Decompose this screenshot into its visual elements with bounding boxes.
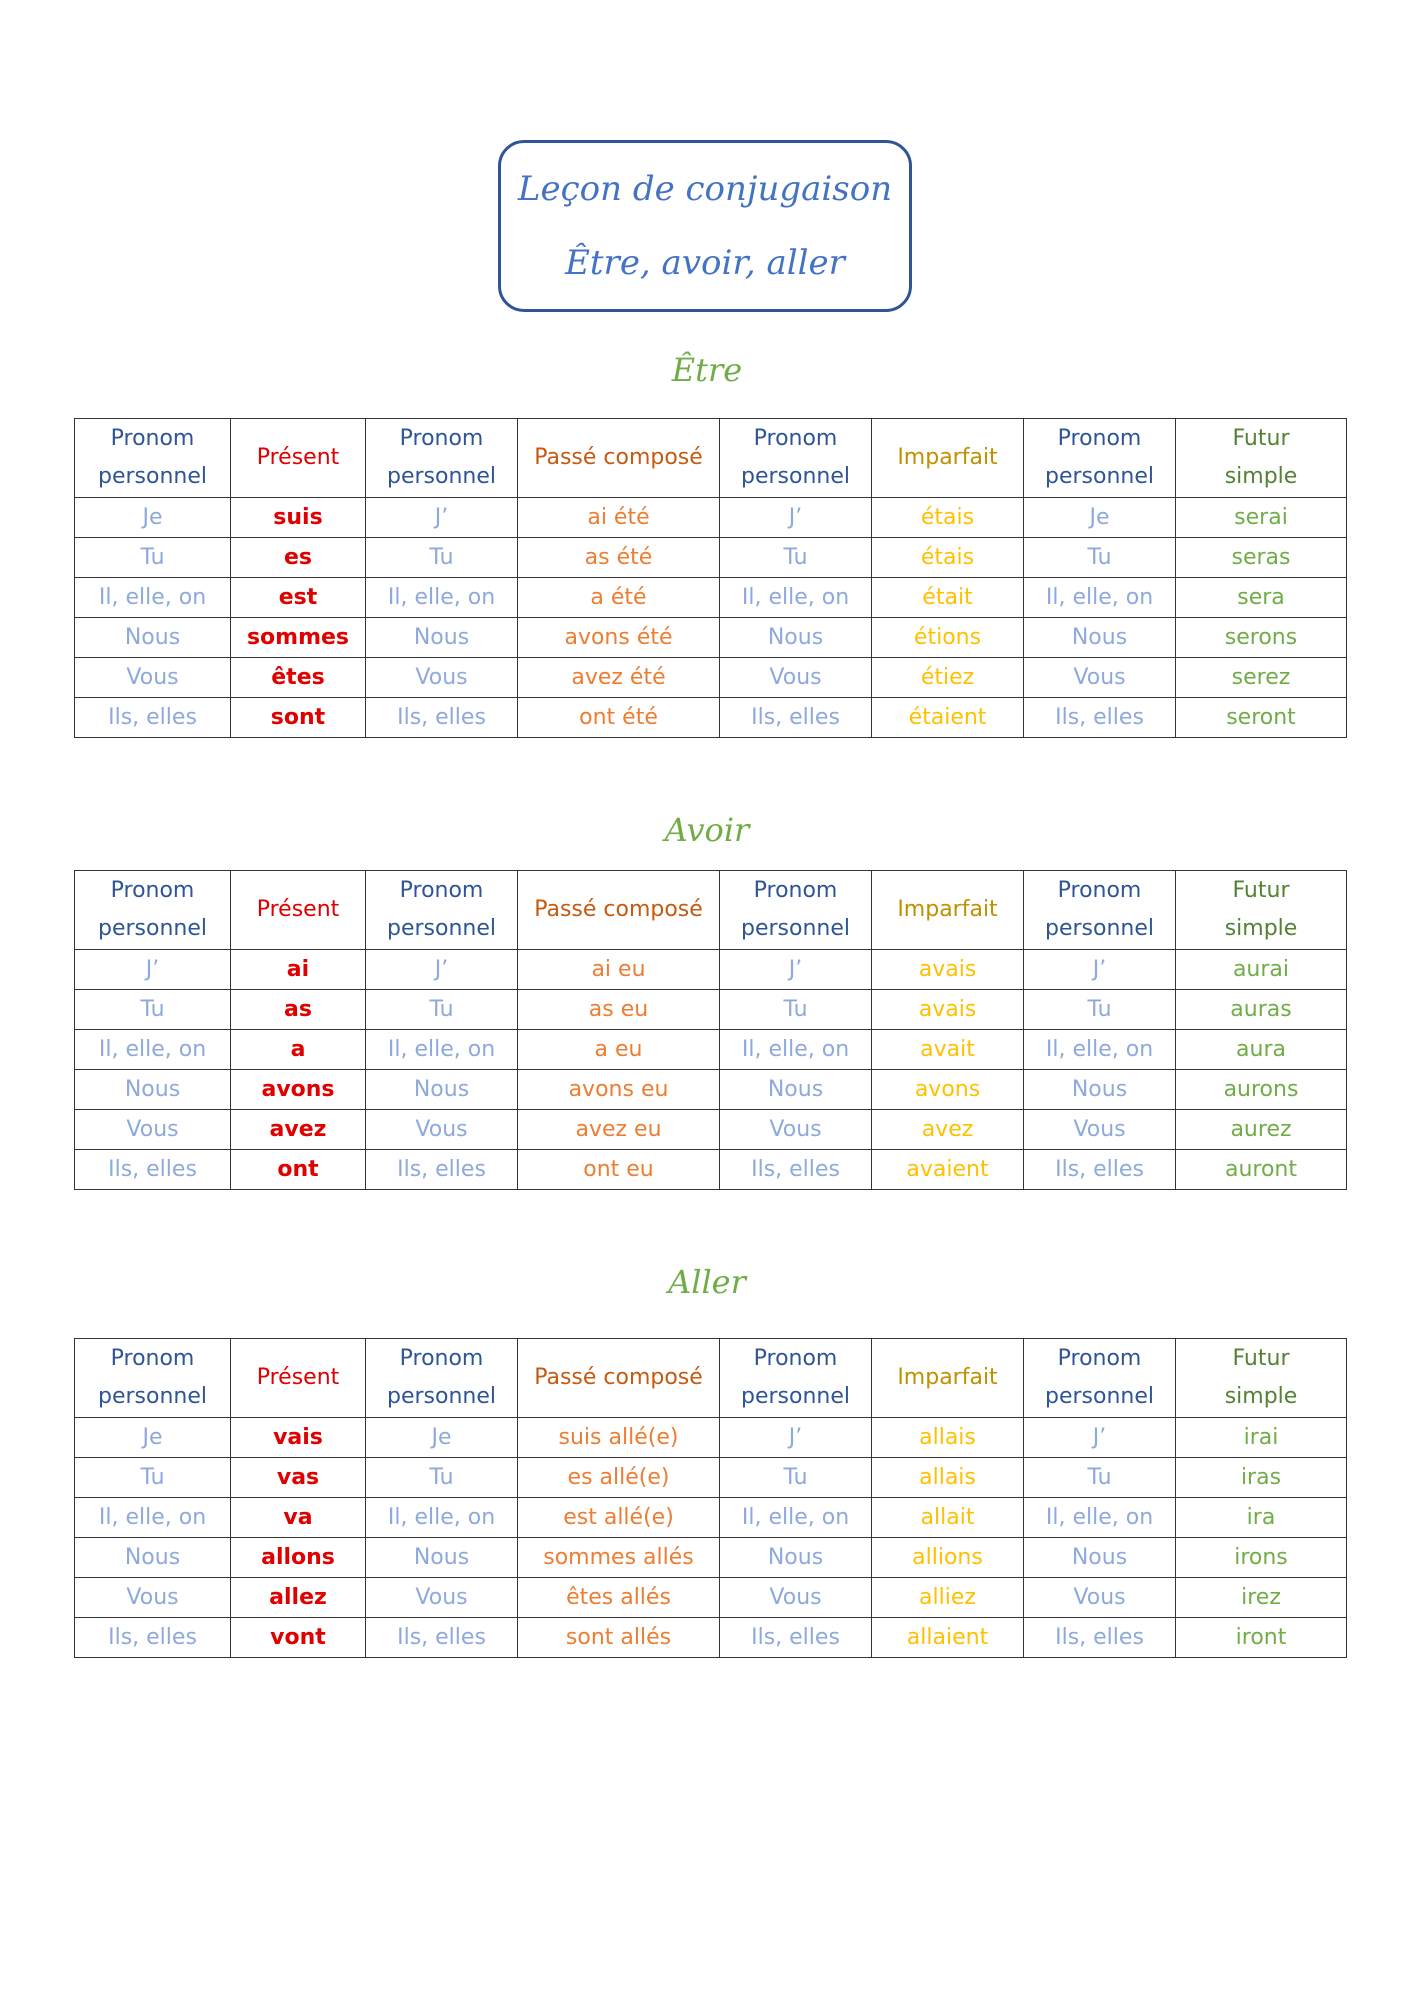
verb-heading-avoir: Avoir xyxy=(664,811,750,849)
cell-pronoun: Nous xyxy=(75,1070,231,1110)
cell-pronoun: Vous xyxy=(1024,1110,1176,1150)
cell-present: ont xyxy=(231,1150,366,1190)
header-pronoun xyxy=(1024,871,1176,950)
header-pronoun xyxy=(1024,419,1176,498)
header-pronoun xyxy=(720,871,872,950)
cell-passe-compose: ont été xyxy=(518,698,720,738)
header-line: Pronom xyxy=(753,1346,838,1371)
cell-pronoun: Nous xyxy=(366,1538,518,1578)
cell-futur-simple: aurai xyxy=(1176,950,1347,990)
cell-passe-compose: avons eu xyxy=(518,1070,720,1110)
header-line: personnel xyxy=(97,1384,207,1409)
cell-pronoun: Ils, elles xyxy=(1024,698,1176,738)
cell-pronoun: Il, elle, on xyxy=(366,578,518,618)
header-line: personnel xyxy=(740,464,850,489)
cell-pronoun: Tu xyxy=(720,538,872,578)
cell-futur-simple: irons xyxy=(1176,1538,1347,1578)
header-imparfait: Imparfait xyxy=(872,419,1024,498)
header-pronoun xyxy=(75,871,231,950)
cell-futur-simple: iras xyxy=(1176,1458,1347,1498)
header-line: Pronom xyxy=(110,1346,195,1371)
cell-pronoun: Tu xyxy=(1024,1458,1176,1498)
cell-present: as xyxy=(231,990,366,1030)
header-line: simple xyxy=(1224,1384,1298,1409)
header-line: personnel xyxy=(740,1384,850,1409)
header-line: Pronom xyxy=(110,878,195,903)
header-line: personnel xyxy=(1044,916,1154,941)
cell-imparfait: alliez xyxy=(872,1578,1024,1618)
header-line: personnel xyxy=(386,916,496,941)
cell-passe-compose: es allé(e) xyxy=(518,1458,720,1498)
cell-imparfait: étaient xyxy=(872,698,1024,738)
table-row xyxy=(75,1498,1347,1538)
cell-futur-simple: ira xyxy=(1176,1498,1347,1538)
header-line: personnel xyxy=(97,464,207,489)
header-futur-simple xyxy=(1176,1339,1347,1418)
header-line: Futur xyxy=(1232,878,1290,903)
cell-imparfait: avais xyxy=(872,950,1024,990)
header-row xyxy=(75,419,1347,498)
table-row xyxy=(75,658,1347,698)
cell-pronoun: J’ xyxy=(720,498,872,538)
cell-pronoun: Je xyxy=(1024,498,1176,538)
cell-pronoun: Vous xyxy=(75,1578,231,1618)
cell-pronoun: Nous xyxy=(1024,1070,1176,1110)
cell-futur-simple: seras xyxy=(1176,538,1347,578)
cell-pronoun: J’ xyxy=(1024,950,1176,990)
header-line: Pronom xyxy=(399,1346,484,1371)
cell-present: ai xyxy=(231,950,366,990)
cell-pronoun: J’ xyxy=(720,950,872,990)
cell-pronoun: J’ xyxy=(75,950,231,990)
cell-pronoun: Tu xyxy=(1024,990,1176,1030)
table-row xyxy=(75,578,1347,618)
header-pronoun xyxy=(720,419,872,498)
cell-pronoun: Ils, elles xyxy=(75,698,231,738)
cell-passe-compose: avez eu xyxy=(518,1110,720,1150)
header-imparfait: Imparfait xyxy=(872,871,1024,950)
verb-heading-etre: Être xyxy=(671,351,743,389)
cell-pronoun: Je xyxy=(75,498,231,538)
cell-pronoun: J’ xyxy=(366,950,518,990)
cell-pronoun: Nous xyxy=(75,618,231,658)
header-present: Présent xyxy=(231,871,366,950)
header-pronoun xyxy=(75,1339,231,1418)
header-line: Pronom xyxy=(399,878,484,903)
cell-present: va xyxy=(231,1498,366,1538)
cell-imparfait: étais xyxy=(872,538,1024,578)
cell-pronoun: Il, elle, on xyxy=(75,1030,231,1070)
cell-futur-simple: serez xyxy=(1176,658,1347,698)
cell-imparfait: avaient xyxy=(872,1150,1024,1190)
header-futur-simple xyxy=(1176,871,1347,950)
title-line-1: Leçon de conjugaison xyxy=(517,169,893,209)
cell-pronoun: Nous xyxy=(720,618,872,658)
cell-pronoun: Vous xyxy=(75,658,231,698)
cell-futur-simple: aura xyxy=(1176,1030,1347,1070)
cell-pronoun: Tu xyxy=(75,1458,231,1498)
table-row xyxy=(75,990,1347,1030)
header-imparfait: Imparfait xyxy=(872,1339,1024,1418)
cell-pronoun: Tu xyxy=(75,538,231,578)
header-line: Pronom xyxy=(1057,1346,1142,1371)
cell-imparfait: étais xyxy=(872,498,1024,538)
verb-heading-aller: Aller xyxy=(668,1263,746,1301)
cell-pronoun: J’ xyxy=(720,1418,872,1458)
cell-pronoun: Ils, elles xyxy=(720,1618,872,1658)
cell-pronoun: Ils, elles xyxy=(75,1150,231,1190)
table-row xyxy=(75,618,1347,658)
cell-pronoun: Nous xyxy=(366,618,518,658)
conjugation-table-etre xyxy=(74,418,1347,738)
cell-passe-compose: as eu xyxy=(518,990,720,1030)
cell-futur-simple: serai xyxy=(1176,498,1347,538)
cell-imparfait: allais xyxy=(872,1458,1024,1498)
header-line: personnel xyxy=(97,916,207,941)
title-line-2: Être, avoir, aller xyxy=(565,243,845,283)
header-line: Pronom xyxy=(753,878,838,903)
cell-passe-compose: suis allé(e) xyxy=(518,1418,720,1458)
table-row xyxy=(75,1030,1347,1070)
cell-futur-simple: sera xyxy=(1176,578,1347,618)
cell-present: a xyxy=(231,1030,366,1070)
cell-imparfait: allaient xyxy=(872,1618,1024,1658)
cell-passe-compose: ont eu xyxy=(518,1150,720,1190)
cell-passe-compose: a été xyxy=(518,578,720,618)
cell-pronoun: Ils, elles xyxy=(366,698,518,738)
cell-futur-simple: serons xyxy=(1176,618,1347,658)
cell-futur-simple: auras xyxy=(1176,990,1347,1030)
cell-pronoun: Nous xyxy=(366,1070,518,1110)
cell-present: avez xyxy=(231,1110,366,1150)
cell-pronoun: Je xyxy=(75,1418,231,1458)
cell-pronoun: Tu xyxy=(75,990,231,1030)
cell-pronoun: Tu xyxy=(366,990,518,1030)
cell-pronoun: Tu xyxy=(366,538,518,578)
cell-futur-simple: auront xyxy=(1176,1150,1347,1190)
table-row xyxy=(75,1150,1347,1190)
cell-imparfait: allais xyxy=(872,1418,1024,1458)
cell-pronoun: Nous xyxy=(1024,1538,1176,1578)
cell-passe-compose: sont allés xyxy=(518,1618,720,1658)
cell-passe-compose: ai été xyxy=(518,498,720,538)
header-line: Pronom xyxy=(110,426,195,451)
cell-pronoun: Nous xyxy=(720,1070,872,1110)
cell-pronoun: Vous xyxy=(1024,658,1176,698)
cell-passe-compose: est allé(e) xyxy=(518,1498,720,1538)
cell-present: vas xyxy=(231,1458,366,1498)
cell-pronoun: Ils, elles xyxy=(720,698,872,738)
cell-pronoun: Vous xyxy=(366,1110,518,1150)
cell-pronoun: Il, elle, on xyxy=(366,1030,518,1070)
header-line: personnel xyxy=(740,916,850,941)
table-row xyxy=(75,1618,1347,1658)
header-row xyxy=(75,1339,1347,1418)
header-futur-simple xyxy=(1176,419,1347,498)
cell-futur-simple: aurons xyxy=(1176,1070,1347,1110)
table-row xyxy=(75,1538,1347,1578)
header-pronoun xyxy=(720,1339,872,1418)
cell-pronoun: Il, elle, on xyxy=(75,578,231,618)
cell-pronoun: Nous xyxy=(75,1538,231,1578)
header-line: Pronom xyxy=(399,426,484,451)
table-row xyxy=(75,1458,1347,1498)
header-present: Présent xyxy=(231,1339,366,1418)
title-box xyxy=(498,140,912,312)
table-row xyxy=(75,538,1347,578)
cell-pronoun: Il, elle, on xyxy=(720,1498,872,1538)
cell-imparfait: avait xyxy=(872,1030,1024,1070)
cell-pronoun: Il, elle, on xyxy=(1024,578,1176,618)
cell-futur-simple: iront xyxy=(1176,1618,1347,1658)
cell-pronoun: Ils, elles xyxy=(366,1150,518,1190)
header-line: personnel xyxy=(386,464,496,489)
header-line: simple xyxy=(1224,464,1298,489)
header-line: Futur xyxy=(1232,426,1290,451)
header-passe-compose: Passé composé xyxy=(518,419,720,498)
table-row xyxy=(75,698,1347,738)
cell-present: êtes xyxy=(231,658,366,698)
cell-pronoun: Ils, elles xyxy=(75,1618,231,1658)
cell-present: es xyxy=(231,538,366,578)
header-pronoun xyxy=(366,871,518,950)
header-line: Pronom xyxy=(753,426,838,451)
cell-pronoun: Tu xyxy=(366,1458,518,1498)
cell-pronoun: Ils, elles xyxy=(720,1150,872,1190)
cell-pronoun: Il, elle, on xyxy=(1024,1498,1176,1538)
header-line: personnel xyxy=(1044,1384,1154,1409)
cell-pronoun: Il, elle, on xyxy=(366,1498,518,1538)
cell-passe-compose: ai eu xyxy=(518,950,720,990)
cell-passe-compose: sommes allés xyxy=(518,1538,720,1578)
cell-imparfait: allait xyxy=(872,1498,1024,1538)
cell-pronoun: Vous xyxy=(1024,1578,1176,1618)
cell-pronoun: J’ xyxy=(1024,1418,1176,1458)
cell-pronoun: Je xyxy=(366,1418,518,1458)
header-pronoun xyxy=(75,419,231,498)
header-line: personnel xyxy=(1044,464,1154,489)
cell-present: suis xyxy=(231,498,366,538)
cell-present: allons xyxy=(231,1538,366,1578)
cell-passe-compose: avons été xyxy=(518,618,720,658)
header-line: Futur xyxy=(1232,1346,1290,1371)
table-row xyxy=(75,1578,1347,1618)
cell-passe-compose: êtes allés xyxy=(518,1578,720,1618)
header-pronoun xyxy=(366,1339,518,1418)
conjugation-table-aller xyxy=(74,1338,1347,1658)
cell-pronoun: Nous xyxy=(1024,618,1176,658)
cell-imparfait: allions xyxy=(872,1538,1024,1578)
cell-pronoun: Il, elle, on xyxy=(720,578,872,618)
cell-present: avons xyxy=(231,1070,366,1110)
cell-pronoun: Tu xyxy=(720,1458,872,1498)
cell-pronoun: Tu xyxy=(1024,538,1176,578)
cell-pronoun: Ils, elles xyxy=(366,1618,518,1658)
table-row xyxy=(75,1418,1347,1458)
table-row xyxy=(75,1110,1347,1150)
cell-imparfait: étions xyxy=(872,618,1024,658)
header-line: personnel xyxy=(386,1384,496,1409)
cell-passe-compose: a eu xyxy=(518,1030,720,1070)
cell-pronoun: Vous xyxy=(75,1110,231,1150)
header-row xyxy=(75,871,1347,950)
header-line: Pronom xyxy=(1057,426,1142,451)
table-row xyxy=(75,498,1347,538)
cell-present: sont xyxy=(231,698,366,738)
cell-present: est xyxy=(231,578,366,618)
conjugation-table-avoir xyxy=(74,870,1347,1190)
table-row xyxy=(75,1070,1347,1110)
cell-present: vais xyxy=(231,1418,366,1458)
cell-pronoun: J’ xyxy=(366,498,518,538)
cell-passe-compose: as été xyxy=(518,538,720,578)
cell-pronoun: Vous xyxy=(720,1578,872,1618)
cell-futur-simple: irez xyxy=(1176,1578,1347,1618)
cell-pronoun: Il, elle, on xyxy=(1024,1030,1176,1070)
cell-present: allez xyxy=(231,1578,366,1618)
cell-present: sommes xyxy=(231,618,366,658)
header-pronoun xyxy=(366,419,518,498)
header-passe-compose: Passé composé xyxy=(518,1339,720,1418)
header-passe-compose: Passé composé xyxy=(518,871,720,950)
cell-imparfait: était xyxy=(872,578,1024,618)
header-pronoun xyxy=(1024,1339,1176,1418)
table-row xyxy=(75,950,1347,990)
cell-futur-simple: aurez xyxy=(1176,1110,1347,1150)
cell-imparfait: avais xyxy=(872,990,1024,1030)
cell-pronoun: Nous xyxy=(720,1538,872,1578)
cell-pronoun: Tu xyxy=(720,990,872,1030)
cell-pronoun: Vous xyxy=(720,1110,872,1150)
cell-pronoun: Vous xyxy=(366,1578,518,1618)
cell-pronoun: Vous xyxy=(366,658,518,698)
cell-present: vont xyxy=(231,1618,366,1658)
cell-futur-simple: irai xyxy=(1176,1418,1347,1458)
header-line: Pronom xyxy=(1057,878,1142,903)
cell-pronoun: Ils, elles xyxy=(1024,1150,1176,1190)
cell-imparfait: avez xyxy=(872,1110,1024,1150)
header-present: Présent xyxy=(231,419,366,498)
cell-pronoun: Il, elle, on xyxy=(720,1030,872,1070)
cell-pronoun: Il, elle, on xyxy=(75,1498,231,1538)
cell-pronoun: Vous xyxy=(720,658,872,698)
cell-imparfait: avons xyxy=(872,1070,1024,1110)
cell-imparfait: étiez xyxy=(872,658,1024,698)
cell-passe-compose: avez été xyxy=(518,658,720,698)
cell-futur-simple: seront xyxy=(1176,698,1347,738)
header-line: simple xyxy=(1224,916,1298,941)
cell-pronoun: Ils, elles xyxy=(1024,1618,1176,1658)
